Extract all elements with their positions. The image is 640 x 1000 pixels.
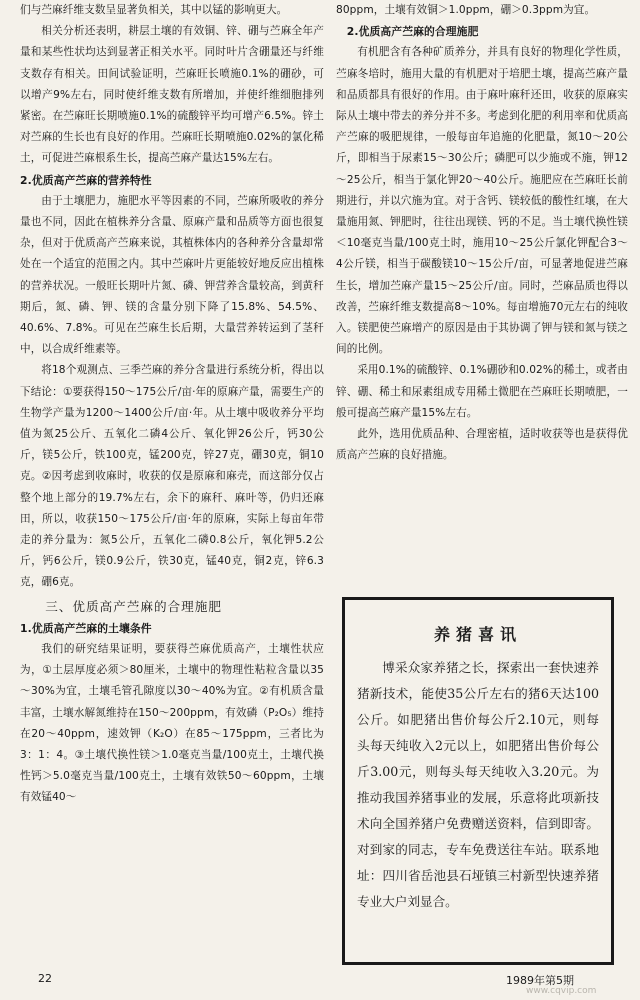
- paragraph: 此外，选用优质品种、合理密植，适时收获等也是获得优质高产苎麻的良好措施。: [336, 428, 628, 462]
- section-heading: 三、优质高产苎麻的合理施肥: [45, 598, 222, 614]
- subsection-heading: 1.优质高产苎麻的土壤条件: [20, 621, 152, 635]
- paragraph: 们与苎麻纤维支数呈显著负相关，其中以锰的影响更大。: [20, 4, 288, 16]
- paragraph: 将18个观测点、三季苎麻的养分含量进行系统分析，得出以下结论：①要获得150～175公斤/亩·年的原麻产量，需要生产的生物学产量为1200～1400公斤/亩·年。从土壤中吸收养分平均值为氮25公斤、五氧化二磷4公斤、氧化钾26公斤，钙30公斤，镁5公斤，铁100克，锰200克，锌27克，硼30克，铜10克。②因考虑到收麻时，收获的仅是原麻和麻壳，而这部分仅占整个地上部分的19.7%左右，余下的麻秆、麻叶等，仍归还麻田，所以，收获150～175公斤/亩·年的原麻，实际上每亩年带走的养分量为：氮5公斤，五氧化二磷0.8公斤，氧化钾5.2公斤，钙6公斤，镁0.9公斤，铁30克，锰40克，铜2克，锌6.3克，硼6克。: [20, 364, 324, 589]
- advertisement-box: [342, 597, 614, 965]
- paragraph: 我们的研究结果证明，要获得苎麻优质高产，土壤性状应为，①土层厚度必须＞80厘米，土壤中的物理性粘粒含量以35～30%为宜，土壤毛管孔隙度以30～40%为宜。②有机质含量丰富，土壤水解氮维持在150～200ppm，有效磷（P₂O₅）维持在20～40ppm，速效钾（K₂O）在85～175ppm，三者比为3：1：4。③土壤代换性镁＞1.0毫克当量/100克土，土壤代换性钙＞5.0毫克当量/100克土，土壤有效铁50～60ppm，土壤有效锰40～: [20, 642, 324, 804]
- watermark: www.cqvip.com: [526, 986, 597, 996]
- paragraph: 80ppm，土壤有效铜＞1.0ppm，硼＞0.3ppm为宜。: [336, 4, 596, 16]
- paragraph: 相关分析还表明，耕层土壤的有效铜、锌、硼与苎麻全年产量和某些性状均达到显著正相关水平。同时叶片含硼量还与纤维支数存有相关。田间试验证明，苎麻旺长喷施0.1%的硼砂，可以增产9%左右，同时使纤维支数有所增加，并使纤维细胞排列紧密。在苎麻旺长期喷施0.1%的硫酸锌平均可增产6.5%。锌土对苎麻的生长也有良好的作用。苎麻旺长期喷施0.02%的氯化稀土，可促进苎麻根系生长，提高苎麻产量达15%左右。: [20, 25, 324, 165]
- page-number: 22: [38, 972, 52, 985]
- subsection-heading: 2.优质高产苎麻的合理施肥: [346, 25, 479, 39]
- right-column: [336, 0, 628, 466]
- paragraph: 有机肥含有各种矿质养分，并具有良好的物理化学性质，苎麻冬培时，施用大量的有机肥对于培肥土壤，提高苎麻产量和品质都具有很好的作用。由于麻叶麻秆还田，收获的原麻实际从土壤中带去的养分并不多。考虑到化肥的利用率和优质高产苎麻的吸肥规律，一般每亩年追施的化肥量，氮10～20公斤，即相当于尿素15～30公斤；磷肥可以少施或不施，钾12～25公斤，相当于氯化钾20～40公斤。施肥应在苎麻旺长前期进行，并以穴施为宜。对于含钙、镁较低的酸性红壤，在大量施用氮、钾肥时，往往出现镁、钙的不足。当土壤代换性镁＜10毫克当量/100克土时，施用10～25公斤氯化钾配合3～4公斤镁，相当于碳酸镁10～15公斤/亩，可显著地促进苎麻生长，增加苎麻产量15～25公斤/亩。同时，苎麻品质也得以改善，苎麻纤维支数提高8～10%。每亩增施70元左右的纯收入。镁肥使苎麻增产的原因是由于其协调了钾与镁和氮与镁之间的比例。: [336, 46, 628, 356]
- paragraph: 由于土壤肥力，施肥水平等因素的不同，苎麻所吸收的养分量也不同，因此在植株养分含量、原麻产量和品质等方面也很复杂，但对于优质高产苎麻来说，其植株体内的各种养分含量却常处在一个适宜的范围之内。其中苎麻叶片更能较好地反应出植株的营养状况。一般旺长期叶片氮、磷、钾营养含量较高，到黄秆期后，氮、磷、钾、镁的含量分别下降了15.8%、54.5%、40.6%、7.8%。可见在苎麻生长后期，大量营养转运到了茎秆中，以合成纤维素等。: [20, 194, 324, 356]
- advertisement-title: 养猪喜讯: [433, 625, 522, 644]
- advertisement-body: 博采众家养猪之长，探索出一套快速养猪新技术，能使35公斤左右的猪6天达100公斤。如肥猪出售价每公斤2.10元，则每头每天纯收入2元以上，如肥猪出售价每公斤3.00元，则每头每天纯收入3.20元。为推动我国养猪事业的发展，乐意将此项新技术向全国养猪户免费赠送资料，信到即寄。对到家的同志，专车免费送往车站。联系地址：四川省岳池县石垭镇三村新型快速养猪专业大户刘显合。: [357, 660, 599, 909]
- subsection-heading: 2.优质高产苎麻的营养特性: [20, 173, 152, 187]
- left-column: [20, 0, 324, 809]
- issue-label: 1989年第5期: [506, 974, 574, 987]
- paragraph: 采用0.1%的硫酸锌、0.1%硼砂和0.02%的稀土，或者由锌、硼、稀土和尿素组成专用稀土微肥在苎麻旺长期喷肥，一般可提高苎麻产量15%左右。: [336, 364, 628, 419]
